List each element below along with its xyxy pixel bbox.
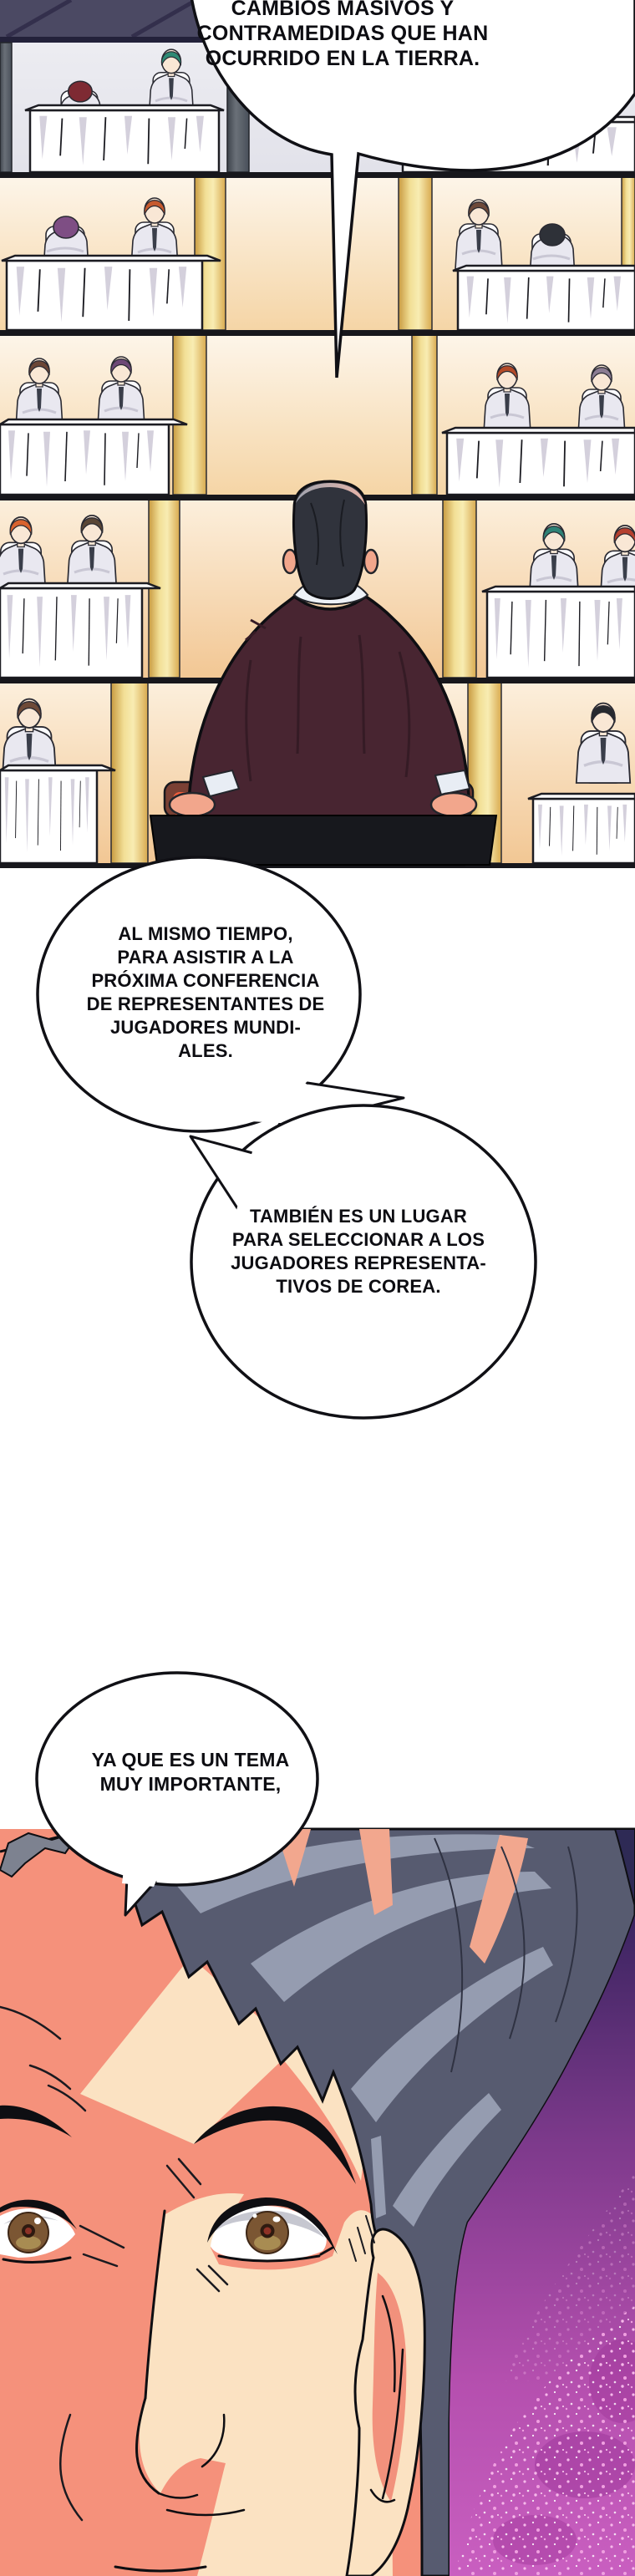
speaker-hand bbox=[431, 793, 476, 816]
bubble-1-line: OCURRIDO EN LA TIERRA. bbox=[205, 47, 480, 70]
bubble-2-line: DE REPRESENTANTES DE bbox=[86, 993, 325, 1014]
bubble-4-line: MUY IMPORTANTE, bbox=[99, 1773, 282, 1795]
bubble-1-text bbox=[175, 0, 510, 71]
table bbox=[2, 256, 221, 330]
table bbox=[0, 419, 187, 495]
bubble-2-line: JUGADORES MUNDI- bbox=[109, 1017, 302, 1038]
bubble-3-text bbox=[208, 1205, 509, 1298]
table bbox=[0, 583, 160, 678]
bubble-4-text bbox=[65, 1748, 316, 1796]
pillar bbox=[0, 43, 12, 172]
bubble-3-line: TIVOS DE COREA. bbox=[276, 1276, 441, 1297]
bubble-4-line: YA QUE ES UN TEMA bbox=[91, 1749, 290, 1771]
bubble-1-line: CONTRAMEDIDAS QUE HAN bbox=[196, 22, 489, 45]
bubble-3-line: PARA SELECCIONAR A LOS bbox=[231, 1229, 485, 1250]
speaker-head bbox=[294, 481, 367, 599]
speaker-hand bbox=[170, 793, 215, 816]
bubble-2-line: AL MISMO TIEMPO, bbox=[118, 923, 293, 944]
bubble-2-line: PARA ASISTIR A LA bbox=[117, 947, 294, 968]
face-closeup bbox=[0, 1829, 635, 2576]
bubble-2-line: ALES. bbox=[178, 1040, 233, 1061]
bubble-1-line: CAMBIOS MASIVOS Y bbox=[231, 0, 455, 20]
speaker-ear bbox=[364, 550, 378, 573]
table bbox=[25, 105, 224, 172]
table bbox=[442, 428, 635, 495]
bubble-2-text bbox=[64, 922, 348, 1063]
table bbox=[528, 794, 635, 863]
bubble-3-line: TAMBIÉN ES UN LUGAR bbox=[249, 1206, 468, 1227]
table bbox=[453, 266, 635, 330]
bubble-3-line: JUGADORES REPRESENTA- bbox=[231, 1252, 486, 1273]
bubble-2-line: PRÓXIMA CONFERENCIA bbox=[91, 970, 320, 991]
table bbox=[482, 587, 635, 678]
